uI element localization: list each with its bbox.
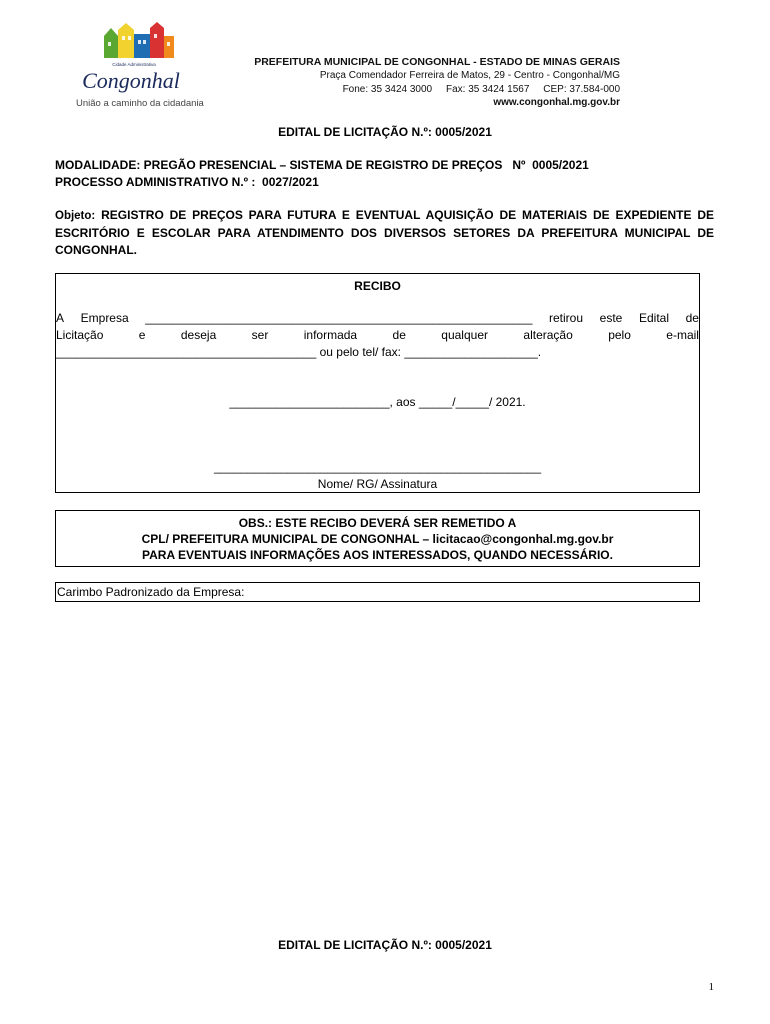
recibo-word: e bbox=[138, 328, 146, 342]
header-phone: Fone: 35 3424 3000 Fax: 35 3424 1567 CEP: 37.584-000 bbox=[342, 84, 620, 95]
recibo-row-3: _______________________________________ ou pelo tel/ fax: ____________________. bbox=[56, 345, 542, 359]
recibo-date-line: ________________________, aos _____/_____/ 2021. bbox=[229, 395, 526, 409]
header-institution: PREFEITURA MUNICIPAL DE CONGONHAL - ESTADO DE MINAS GERAIS bbox=[254, 56, 620, 68]
recibo-box bbox=[55, 273, 700, 493]
document-title: EDITAL DE LICITAÇÃO N.º: 0005/2021 bbox=[278, 125, 492, 139]
objeto-label: Objeto: bbox=[55, 210, 96, 222]
footer-title: EDITAL DE LICITAÇÃO N.º: 0005/2021 bbox=[278, 938, 492, 952]
recibo-word: e-mail bbox=[666, 328, 699, 342]
carimbo-box: Carimbo Padronizado da Empresa: bbox=[55, 582, 700, 602]
recibo-row-1 bbox=[56, 311, 699, 325]
page-number: 1 bbox=[708, 981, 714, 993]
recibo-word: Licitação bbox=[56, 328, 104, 342]
recibo-word: de bbox=[685, 311, 699, 325]
logo-city-name: Congonhal bbox=[82, 68, 180, 93]
obs-box bbox=[55, 510, 700, 567]
recibo-word: pelo bbox=[608, 328, 631, 342]
obs-line-1: OBS.: ESTE RECIBO DEVERÁ SER REMETIDO A bbox=[238, 516, 517, 530]
recibo-row-2 bbox=[56, 328, 699, 342]
recibo-title: RECIBO bbox=[354, 279, 401, 293]
signature-label: Nome/ RG/ Assinatura bbox=[317, 477, 438, 491]
processo-line: PROCESSO ADMINISTRATIVO N.º : 0027/2021 bbox=[55, 175, 319, 189]
logo-tagline: União a caminho da cidadania bbox=[76, 98, 204, 109]
obs-line-2: CPL/ PREFEITURA MUNICIPAL DE CONGONHAL – licitacao@congonhal.mg.gov.br bbox=[141, 532, 614, 546]
objeto-paragraph bbox=[55, 207, 714, 259]
modalidade-line: MODALIDADE: PREGÃO PRESENCIAL – SISTEMA DE REGISTRO DE PREÇOS Nº 0005/2021 bbox=[55, 158, 589, 172]
recibo-word: informada bbox=[303, 328, 358, 342]
recibo-word: Edital bbox=[638, 311, 669, 325]
recibo-word: alteração bbox=[523, 328, 573, 342]
recibo-word: qualquer bbox=[441, 328, 488, 342]
recibo-word: deseja bbox=[180, 328, 217, 342]
recibo-word: __________________________________________________________ bbox=[145, 311, 533, 325]
recibo-word: de bbox=[392, 328, 406, 342]
objeto-text: REGISTRO DE PREÇOS PARA FUTURA E EVENTUAL AQUISIÇÃO DE MATERIAIS DE EXPEDIENTE DE ESCRITÓRIO E ESCOLAR PARA ATENDIMENTO DOS DIVERSOS SETORES DA PREFEITURA MUNICIPAL DE CONGONHAL. bbox=[55, 208, 714, 257]
recibo-word: Empresa bbox=[80, 311, 129, 325]
recibo-word: retirou bbox=[549, 311, 584, 325]
recibo-word: ser bbox=[251, 328, 269, 342]
header-website: www.congonhal.mg.gov.br bbox=[493, 97, 620, 108]
logo-small-text: Cidade Administrativa bbox=[112, 62, 156, 67]
header-address: Praça Comendador Ferreira de Matos, 29 - Centro - Congonhal/MG bbox=[319, 70, 620, 81]
recibo-word: A bbox=[56, 311, 65, 325]
recibo-word: este bbox=[599, 311, 623, 325]
obs-line-3: PARA EVENTUAIS INFORMAÇÕES AOS INTERESSADOS, QUANDO NECESSÁRIO. bbox=[142, 548, 613, 562]
signature-line: _________________________________________________ bbox=[213, 460, 542, 474]
